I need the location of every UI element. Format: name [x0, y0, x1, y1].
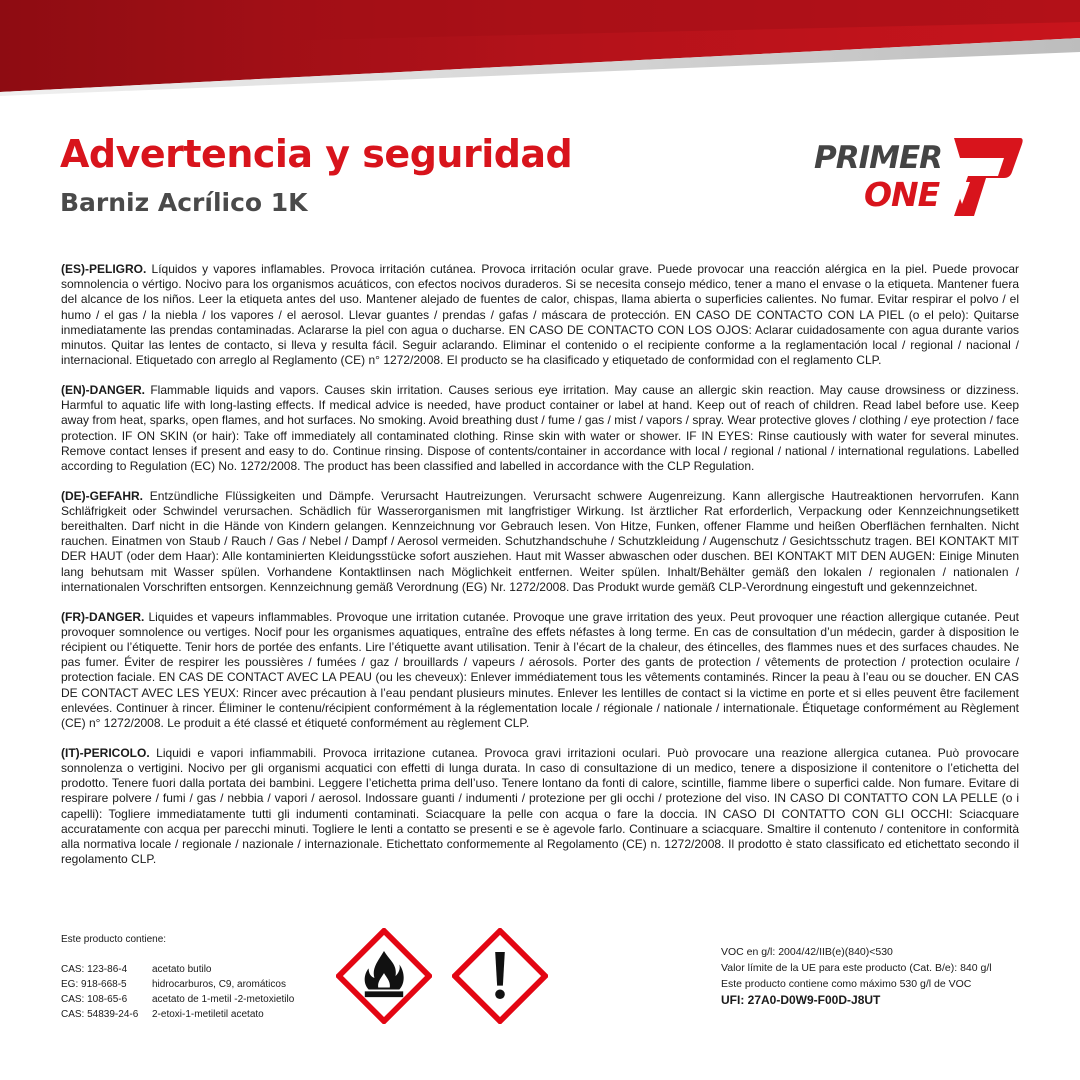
logo-mark-icon: [940, 136, 1024, 218]
page-title: Advertencia y seguridad: [60, 132, 573, 176]
warning-label: (ES)-PELIGRO.: [61, 262, 147, 276]
cas-number: CAS: 54839-24-6: [61, 1009, 139, 1020]
warning-it: [61, 746, 1019, 868]
table-row: [61, 992, 294, 1007]
warning-es: [61, 262, 1019, 368]
cas-number: CAS: 108-65-6: [61, 994, 128, 1005]
table-row: [61, 962, 294, 977]
exclamation-icon: [452, 928, 548, 1024]
warning-text: Entzündliche Flüssigkeiten und Dämpfe. Verursacht Hautreizungen. Verursacht schwere Augenreizung. Kann allergische Hautreaktionen hervorrufen. Kann Schläfrigkeit oder Schwindel verursachen. Schädlich für Wasserorganismen mit langfristiger Wirkung. Ist ärztlicher Rat erforderlich, Verpackung oder Kennzeichnungsetikett bereithalten. Darf nicht in die Hände von Kindern gelangen. Kennzeichnung vor Gebrauch lesen. Von Hitze, Funken, offener Flamme und heißen Oberflächen fernhalten. Nicht rauchen. Einatmen von Staub / Rauch / Gas / Nebel / Dampf / Aerosol vermeiden. Schutzhandschuhe / Schutzkleidung / Augenschutz / Gesichtsschutz tragen. BEI KONTAKT MIT DER HAUT (oder dem Haar): Alle kontaminierten Kleidungsstücke sofort ausziehen. Haut mit Wasser abwaschen oder duschen. BEI KONTAKT MIT DEN AUGEN: Einige Minuten lang behutsam mit Wasser spülen. Vorhandene Kontaktlinsen nach Möglichkeit entfernen. Weiter spülen. Inhalt/Behälter gemäß den lokalen / regionalen / nationalen / internationalen Vorschriften entsorgen. Kennzeichnung gemäß Verordnung (EG) Nr. 1272/2008. Das Produkt wurde gemäß CLP-Verordnung eingestuft und gekennzeichnet.: [61, 488, 1019, 594]
warning-de: [61, 489, 1019, 595]
cas-number: CAS: 123-86-4: [61, 964, 128, 975]
substance-name: hidrocarburos, C9, aromáticos: [152, 979, 286, 990]
voc-line: VOC en g/l: 2004/42/IIB(e)(840)<530: [721, 946, 893, 958]
warning-label: (FR)-DANGER.: [61, 609, 145, 624]
warning-text: Liquidi e vapori infiammabili. Provoca irritazione cutanea. Provoca gravi irritazioni oculari. Può provocare una reazione allergica cutanea. Può provocare sonnolenza o vertigini. Nocivo per gli organismi acquatici con effetti di lunga durata. In caso di consultazione di un medico, tenere a disposizione il contenitore o l’etichetta del prodotto. Tenere fuori dalla portata dei bambini. Leggere l’etichetta prima dell’uso. Tenere lontano da fonti di calore, scintille, fiamme libere o superfici calde. Non fumare. Evitare di respirare polvere / fumi / gas / nebbia / vapori / aerosol. Indossare guanti / indumenti / protezione per gli occhi / protezione del viso. IN CASO DI CONTATTO CON LA PELLE (o i capelli): Togliere immediatamente tutti gli indumenti contaminati. Sciacquare la pelle con acqua o fare la doccia. IN CASO DI CONTATTO CON GLI OCCHI: Sciacquare accuratamente con acqua per parecchi minuti. Togliere le lenti a contatto se presenti e se è agevole farlo. Continuare a sciacquare. Smaltire il contenuto / contenitore in conformità alla normativa locale / regionale / nazionale / internazionale. Etichettato conformemente al Regolamento (CE) n. 1272/2008. Il prodotto è stato classificato ed etichettato secondo il regolamento CLP.: [61, 745, 1019, 867]
substance-name: acetato de 1-metil -2-metoxietilo: [152, 994, 295, 1005]
voc-line: Este producto contiene como máximo 530 g/l de VOC: [721, 978, 972, 990]
warning-text: Líquidos y vapores inflamables. Provoca irritación cutánea. Provoca irritación ocular grave. Puede provocar una reacción alérgica en la piel. Puede provocar somnolencia o vértigo. Nocivo para los organismos acuáticos, con efectos nocivos duraderos. Si se necesita consejo médico, tener a mano el envase o la etiqueta. Mantener fuera del alcance de los niños. Leer la etiqueta antes del uso. Mantener alejado de fuentes de calor, chispas, llama abierta o superficies calientes. No fumar. Evitar respirar el polvo / el humo / el gas / la niebla / los vapores / el aerosol. Llevar guantes / prendas / gafas / máscara de protección. EN CASO DE CONTACTO CON LA PIEL (o el pelo): Quitarse inmediatamente las prendas contaminadas. Aclararse la piel con agua o ducharse. EN CASO DE CONTACTO CON LOS OJOS: Aclarar cuidadosamente con agua durante varios minutos. Quitar las lentes de contacto, si lleva y resulta fácil. Seguir aclarando. Eliminar el contenido o el recipiente conforme a la reglamentación local / regional / nacional / internacional. Etiquetado con arreglo al Reglamento (CE) n° 1272/2008. El producto se ha clasificado y etiquetado de conformidad con el reglamento CLP.: [61, 262, 1019, 368]
voc-info: [721, 944, 1051, 1008]
brand-logo: [812, 136, 1024, 220]
table-row: [61, 977, 294, 992]
warning-text: Liquides et vapeurs inflammables. Provoque une irritation cutanée. Provoque une grave irritation des yeux. Peut provoquer une réaction allergique cutanée. Peut provoquer somnolence ou vertiges. Nocif pour les organismes aquatiques, entraîne des effets néfastes à long terme. En cas de consultation d’un médecin, garder à disposition le récipient ou l’étiquette. Tenir hors de portée des enfants. Lire l’étiquette avant utilisation. Tenir à l’écart de la chaleur, des étincelles, des flammes nues et des surfaces chaudes. Ne pas fumer. Éviter de respirer les poussières / fumées / gaz / brouillards / vapeurs / aérosols. Porter des gants de protection / vêtements de protection / protection oculaire / protection faciale. EN CAS DE CONTACT AVEC LA PEAU (ou les cheveux): Enlever immédiatement tous les vêtements contaminés. Rincer la peau à l’eau ou se doucher. EN CAS DE CONTACT AVEC LES YEUX: Rincer avec précaution à l’eau pendant plusieurs minutes. Enlever les lentilles de contact si la victime en porte et si elles peuvent être facilement enlevées. Continuer à rincer. Éliminer le contenu/récipient conformément à la réglementation locale / régionale / nationale / internationale. Étiquetage conformément au Règlement (CE) n° 1272/2008. Le produit a été classé et étiqueté conformément au règlement CLP.: [61, 609, 1019, 730]
logo-word-one: ONE: [864, 175, 940, 214]
warning-label: (DE)-GEFAHR.: [61, 488, 143, 503]
warning-fr: [61, 610, 1019, 732]
header-banner: [0, 0, 1080, 100]
product-name: Barniz Acrílico 1K: [60, 188, 308, 217]
warning-label: (EN)-DANGER.: [61, 382, 145, 397]
logo-word-primer: PRIMER: [814, 140, 943, 176]
warning-label: (IT)-PERICOLO.: [61, 745, 150, 760]
composition-table: [61, 962, 294, 1022]
warning-en: [61, 383, 1019, 474]
flame-icon: [336, 928, 432, 1024]
composition-heading: Este producto contiene:: [61, 934, 167, 945]
table-row: [61, 1007, 294, 1022]
composition-block: [61, 932, 331, 1022]
substance-name: acetato butilo: [152, 964, 212, 975]
ufi-code: UFI: 27A0-D0W9-F00D-J8UT: [721, 993, 881, 1007]
substance-name: 2-etoxi-1-metiletil acetato: [152, 1009, 264, 1020]
warning-text: Flammable liquids and vapors. Causes skin irritation. Causes serious eye irritation. May cause an allergic skin reaction. May cause drowsiness or dizziness. Harmful to aquatic life with long-lasting effects. If medical advice is needed, have product container or label at hand. Keep out of reach of children. Read label before use. Keep away from heat, sparks, open flames, and hot surfaces. No smoking. Avoid breathing dust / fume / gas / mist / vapors / spray. Wear protective gloves / clothing / eye protection / face protection. IF ON SKIN (or hair): Take off immediately all contaminated clothing. Rinse skin with water or shower. IF IN EYES: Rinse cautiously with water for several minutes. Remove contact lenses if present and easy to do. Continue rinsing. Dispose of contents/container in accordance with local / regional / national / international regulations. Labelled according to Regulation (EC) No. 1272/2008. The product has been classified and labelled in accordance with the CLP Regulation.: [61, 382, 1019, 473]
cas-number: EG: 918-668-5: [61, 979, 127, 990]
voc-line: Valor límite de la UE para este producto (Cat. B/e): 840 g/l: [721, 962, 992, 974]
hazard-statements: [61, 262, 1019, 882]
